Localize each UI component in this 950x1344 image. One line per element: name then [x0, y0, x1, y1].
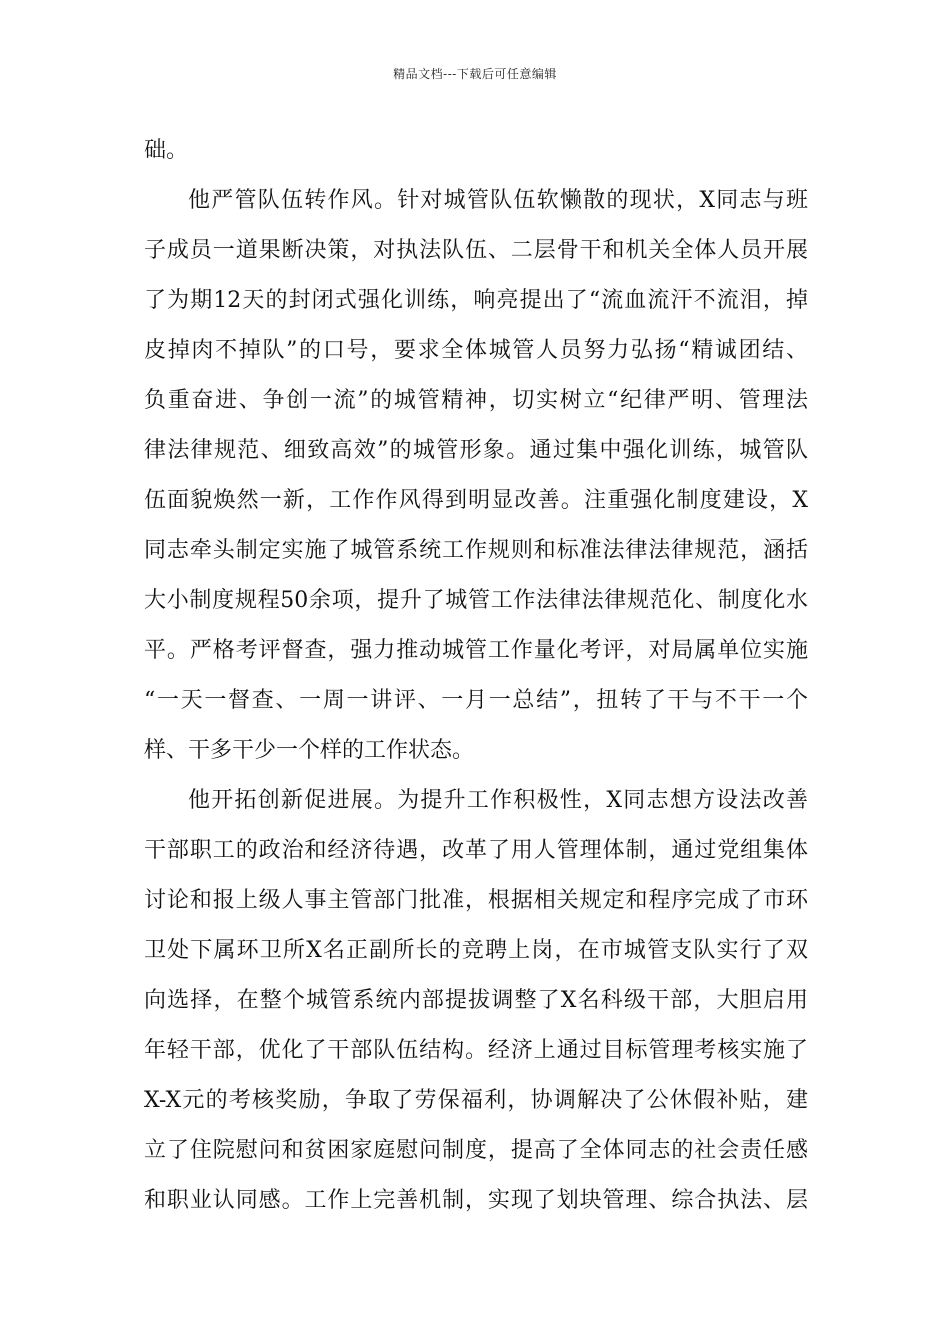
paragraph-line: 他开拓创新促进展。为提升工作积极性，X同志想方设法改善 [188, 788, 808, 813]
paragraph-line: 负重奋进、争创一流”的城管精神，切实树立“纪律严明、管理法 [144, 388, 808, 413]
paragraph-line: 立了住院慰问和贫困家庭慰问制度，提高了全体同志的社会责任感 [144, 1138, 808, 1163]
paragraph-line: 样、干多干少一个样的工作状态。 [144, 738, 475, 763]
paragraph-line: 同志牵头制定实施了城管系统工作规则和标准法律法律规范，涵括 [144, 538, 808, 563]
paragraph-line: 子成员一道果断决策，对执法队伍、二层骨干和机关全体人员开展 [144, 238, 808, 263]
paragraph-line: 讨论和报上级人事主管部门批准，根据相关规定和程序完成了市环 [144, 888, 808, 913]
paragraph-line: 向选择，在整个城管系统内部提拔调整了X名科级干部，大胆启用 [144, 988, 808, 1013]
document-body [144, 126, 808, 1226]
paragraph-line: 干部职工的政治和经济待遇，改革了用人管理体制，通过党组集体 [144, 838, 808, 863]
paragraph-line: 律法律规范、细致高效”的城管形象。通过集中强化训练，城管队 [144, 438, 808, 463]
paragraph-line: 卫处下属环卫所X名正副所长的竞聘上岗，在市城管支队实行了双 [144, 938, 808, 963]
paragraph-line: X-X元的考核奖励，争取了劳保福利，协调解决了公休假补贴，建 [144, 1088, 808, 1113]
paragraph-line: 大小制度规程50余项，提升了城管工作法律法律规范化、制度化水 [144, 588, 808, 613]
paragraph-line: 了为期12天的封闭式强化训练，响亮提出了“流血流汗不流泪，掉 [144, 288, 808, 313]
paragraph-line: “一天一督查、一周一讲评、一月一总结”，扭转了干与不干一个 [144, 688, 808, 713]
paragraph-line: 年轻干部，优化了干部队伍结构。经济上通过目标管理考核实施了 [144, 1038, 808, 1063]
paragraph-line: 他严管队伍转作风。针对城管队伍软懒散的现状，X同志与班 [188, 188, 808, 213]
page-header: 精品文档---下载后可任意编辑 [393, 67, 557, 81]
paragraph-line: 皮掉肉不掉队”的口号，要求全体城管人员努力弘扬“精诚团结、 [144, 338, 808, 363]
paragraph-line: 伍面貌焕然一新，工作作风得到明显改善。注重强化制度建设，X [144, 488, 808, 513]
paragraph-line: 础。 [144, 138, 189, 163]
paragraph-line: 和职业认同感。工作上完善机制，实现了划块管理、综合执法、层 [144, 1188, 808, 1213]
paragraph-line: 平。严格考评督查，强力推动城管工作量化考评，对局属单位实施 [144, 638, 808, 663]
